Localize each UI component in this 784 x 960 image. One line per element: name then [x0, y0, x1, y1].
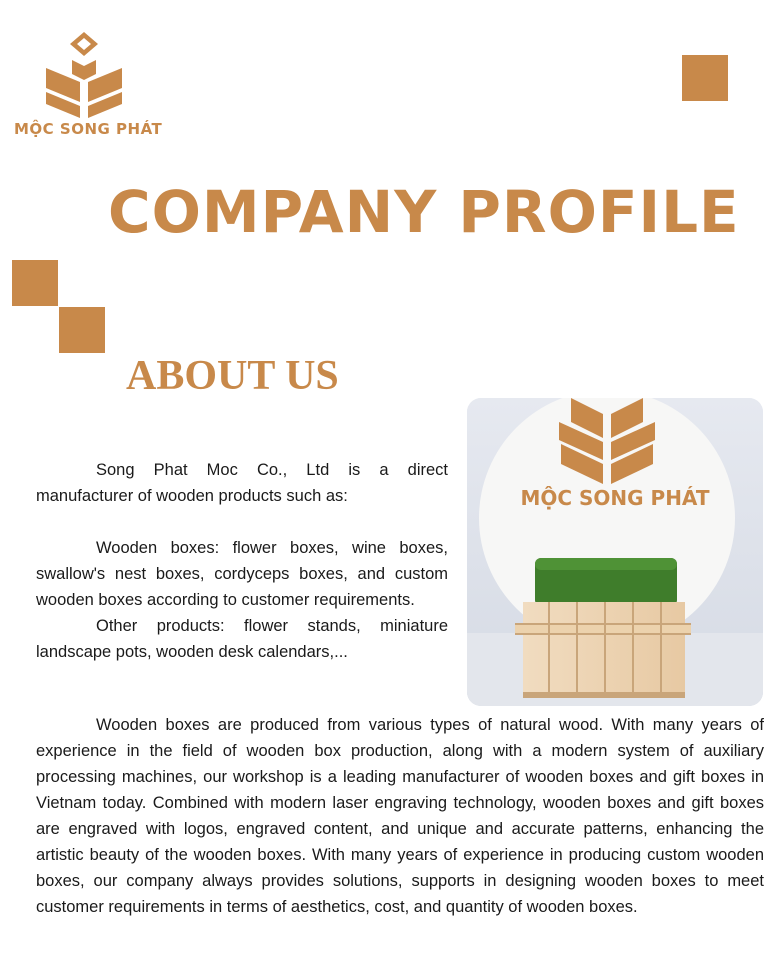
decor-square [12, 260, 58, 306]
section-heading: ABOUT US [126, 353, 339, 399]
intro-paragraph: Other products: flower stands, miniature landscape pots, wooden desk calendars,... [36, 617, 448, 661]
body-paragraph: Wooden boxes are produced from various types of natural wood. With many years of experience in the field of wooden box production, along with a modern system of auxiliary processing machines, our workshop is a leading manufacturer of wooden boxes and gift boxes in Vietnam today. Combined with modern laser engraving technology, wooden boxes and gift boxes are engraved with logos, engraved content, and unique and accurate patterns, enhancing the artistic beauty of the wooden boxes. With many years of experience in producing custom wooden boxes, our company always provides solutions, supports in designing wooden boxes to meet customer requirements in terms of aesthetics, cost, and quantity of wooden boxes. [36, 716, 764, 916]
product-photo [467, 398, 763, 706]
decor-square [59, 307, 105, 353]
brand-name: MỘC SONG PHÁT [14, 120, 163, 138]
decor-square [682, 55, 728, 101]
sign-text: MỘC SONG PHÁT [520, 486, 710, 510]
intro-paragraph: Wooden boxes: flower boxes, wine boxes, swallow's nest boxes, cordyceps boxes, and custom wooden boxes according to customer requirements. [36, 539, 448, 609]
body-text [36, 712, 764, 920]
intro-paragraph: Song Phat Moc Co., Ltd is a direct manufacturer of wooden products such as: [36, 461, 448, 505]
wooden-box-icon [467, 398, 763, 706]
page-title: COMPANY PROFILE [108, 178, 740, 246]
intro-column [36, 457, 448, 665]
